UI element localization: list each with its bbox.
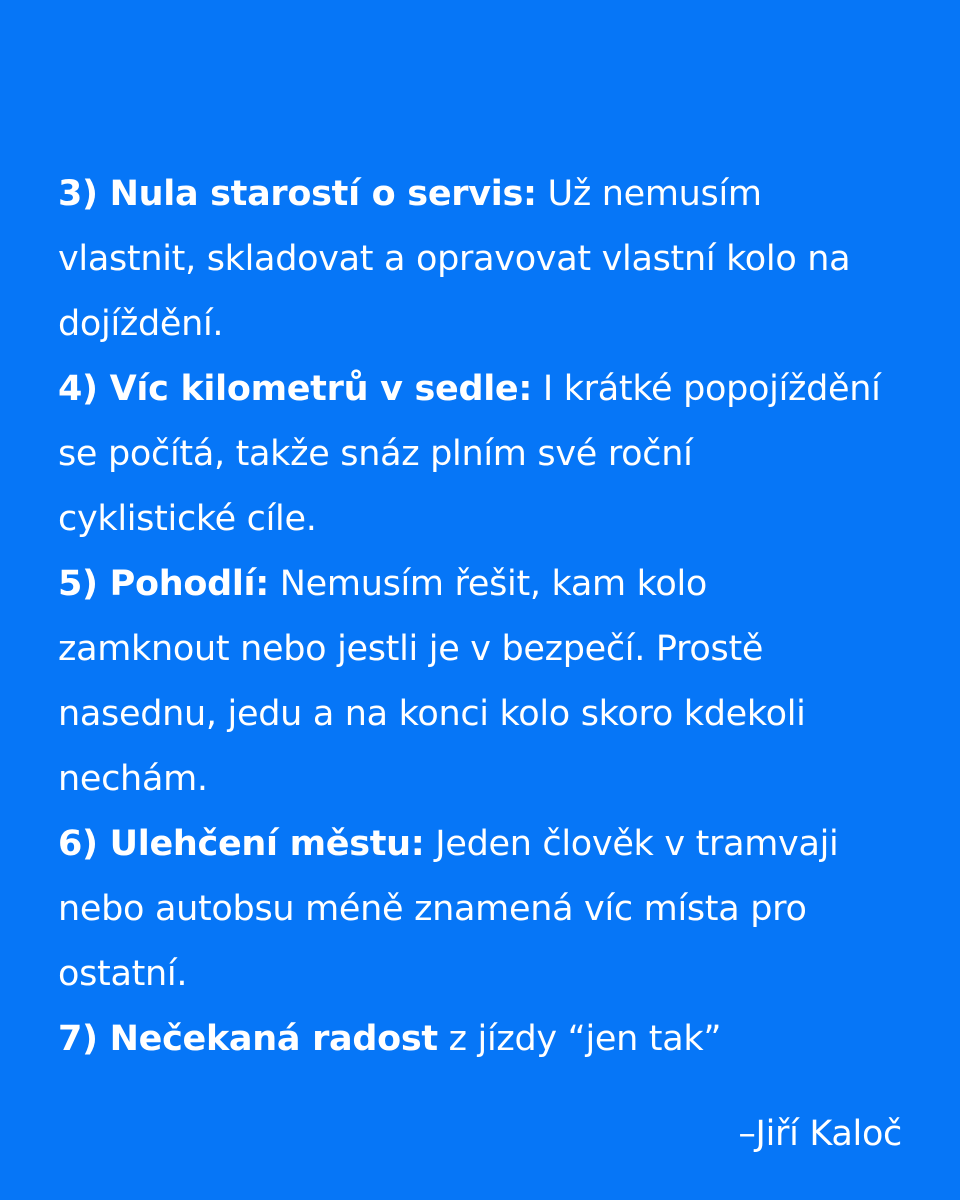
item-5-line-4: nechám.	[58, 759, 208, 799]
item-4-line-2: se počítá, takže snáz plním své roční	[58, 434, 693, 474]
item-5-line-3: nasednu, jedu a na konci kolo skoro kdekoli	[58, 694, 806, 734]
item-6-line-3: ostatní.	[58, 954, 188, 994]
item-7-text: z jízdy “jen tak”	[437, 1019, 722, 1059]
item-3-line-2: vlastnit, skladovat a opravovat vlastní kolo na	[58, 239, 851, 279]
item-6-line-2: nebo autobsu méně znamená víc místa pro	[58, 889, 807, 929]
item-5-line-2: zamknout nebo jestli je v bezpečí. Prostě	[58, 629, 764, 669]
item-4-text: I krátké popojíždění	[532, 369, 881, 409]
item-4-title: 4) Víc kilometrů v sedle:	[58, 369, 533, 409]
item-4-line-1	[58, 357, 908, 422]
item-3-line-1	[58, 162, 908, 227]
item-6-text: Jeden člověk v tramvaji	[424, 824, 839, 864]
author-signature: –Jiří Kaloč	[738, 1114, 902, 1154]
benefits-list	[58, 162, 908, 1072]
item-5-text: Nemusím řešit, kam kolo	[268, 564, 708, 604]
item-5-title: 5) Pohodlí:	[58, 564, 269, 604]
item-6-title: 6) Ulehčení městu:	[58, 824, 425, 864]
item-3-title: 3) Nula starostí o servis:	[58, 174, 537, 214]
item-3-line-3: dojíždění.	[58, 304, 224, 344]
item-6-line-1	[58, 812, 908, 877]
item-4-line-3: cyklistické cíle.	[58, 499, 317, 539]
item-5-line-1	[58, 552, 908, 617]
item-7-title: 7) Nečekaná radost	[58, 1019, 438, 1059]
item-7-line-1	[58, 1007, 908, 1072]
item-3-text: Už nemusím	[536, 174, 762, 214]
